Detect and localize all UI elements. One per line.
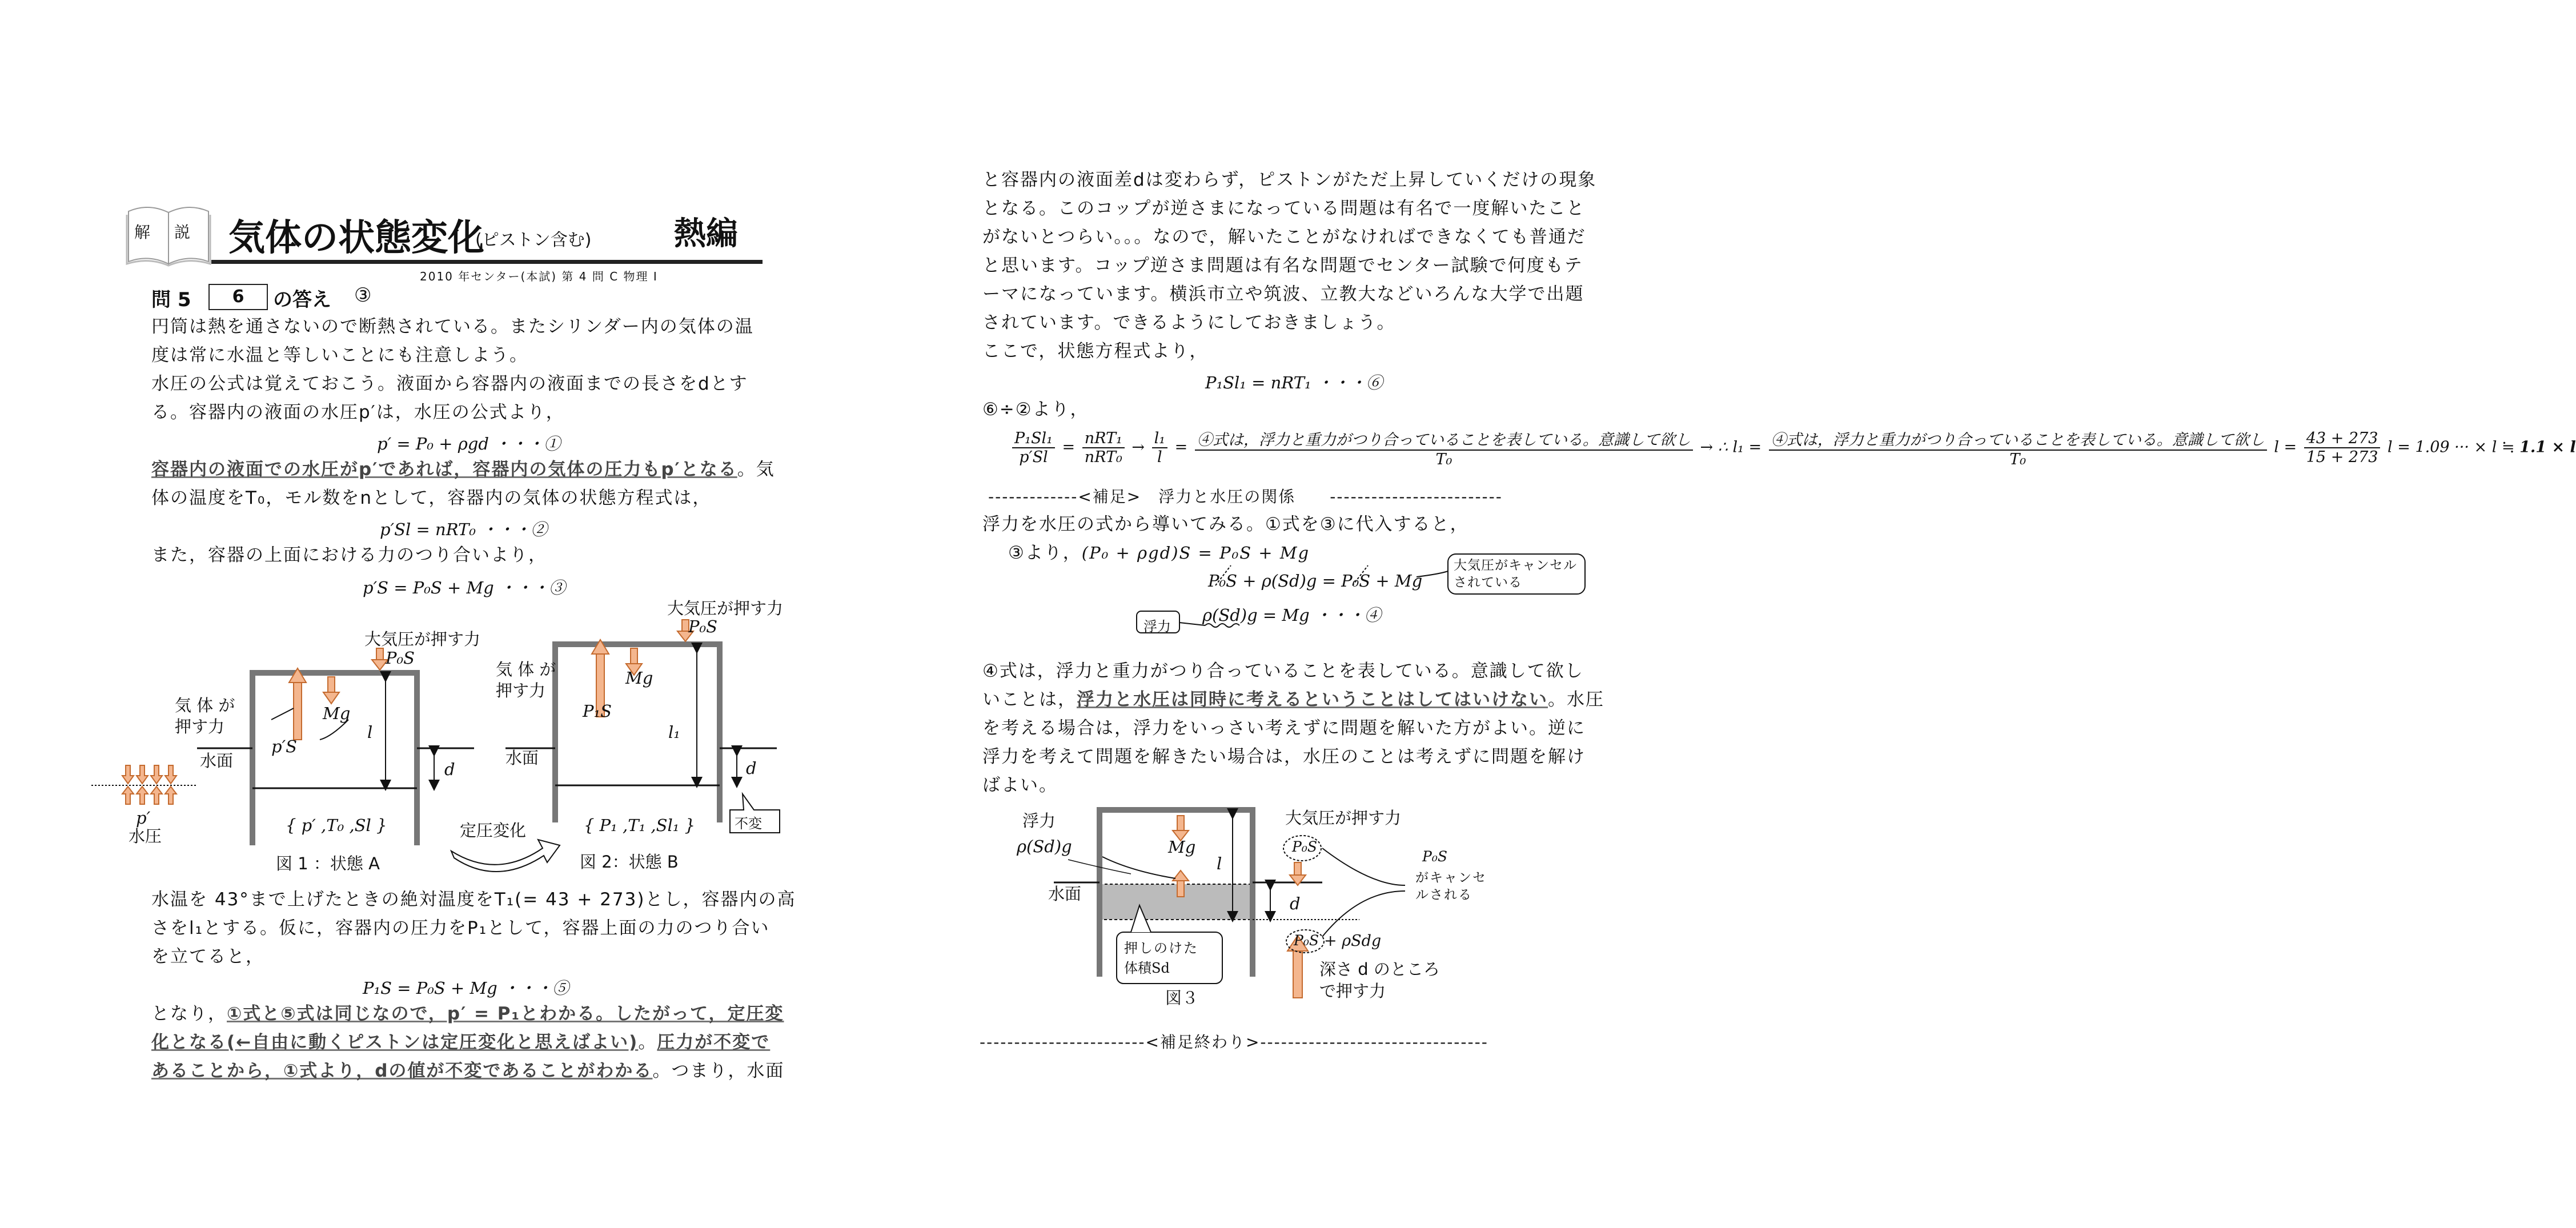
text-t2: いことは，浮力と水圧は同時に考えるということはしてはいけない。水圧 [982, 689, 1604, 710]
fig1-ps: p′S [271, 737, 298, 756]
fig3-depth-1: 深さ d のところ [1319, 960, 1440, 979]
question-label: 問 5 [151, 288, 191, 311]
fig3-atm-label: 大気圧が押す力 [1285, 808, 1402, 828]
fig1-d: d [444, 760, 455, 779]
fig3-caption: 図３ [1165, 988, 1199, 1008]
fig3-cancel-2: ルされる [1415, 888, 1472, 902]
fig3-cancel-p0s: P₀S [1422, 848, 1447, 865]
supplement-header: -------------<補足> 浮力と水圧の関係 ------------------------- [988, 487, 1503, 506]
right-line3: がないとつらい。。。なので，解いたことがなければできなくても普通だ [982, 227, 1586, 247]
left-p5-line1: 水温を 43°まで上げたときの絶対温度をT₁(= 43 + 273)とし，容器内の高 [151, 889, 796, 910]
ratio-equation: $\frac{\text{P₁Sl₁}}{p'Sl}$ = $\frac{\text{nRT₁}}{\text{nRT₀}}$ → $\frac{\text{l₁}}{l}$ = $\frac{\text{④式は，浮力と重力がつり合っていることを表している。意識して欲し}}{\text{T₀}}$ → ∴ l₁ = $\frac{\text{④式は，浮力と重力がつり合っていることを表している。意識して欲し}}{\text{T₀}}$ l = $\frac{43 + 273}{15 + 273}$ l = 1.09 ··· × l ≒ 1.1 × l [1010, 427, 2576, 468]
page-title: 気体の状態変化 [228, 217, 484, 259]
supplement-line1: 浮力を水圧の式から導いてみる。①式を③に代入すると， [982, 514, 1469, 535]
fig2-unchanged: 不変 [735, 816, 762, 832]
equation-3: p′S = P₀S + Mg ・・・③ [363, 578, 565, 597]
buoyancy-tag: 浮力 [1143, 619, 1171, 635]
right-line7: ここで，状態方程式より， [982, 341, 1209, 362]
left-p6-line3: あることから，①式より，dの値が不変であることがわかる。つまり，水面 [151, 1061, 785, 1081]
fig1-caption: 図 1 ：状態 A [276, 854, 380, 873]
answer-value: ③ [354, 284, 372, 307]
fig2-atm-label: 大気圧が押す力 [667, 599, 784, 618]
fig3-l: l [1217, 854, 1222, 873]
equation-5: P₁S = P₀S + Mg ・・・⑤ [363, 978, 569, 998]
fig3-depth-2: で押す力 [1319, 981, 1386, 1001]
left-p2-line1: 水圧の公式は覚えておこう。液面から容器内の液面までの長さをdとす [151, 374, 748, 394]
fig1-gas-label-2: 押す力 [175, 717, 225, 736]
text-t4: 浮力を考えて問題を解きたい場合は，水圧のことは考えずに問題を解け [982, 747, 1586, 767]
fig3-pushed-2: 体積Sd [1124, 960, 1170, 976]
equation-6: P₁Sl₁ = nRT₁ ・・・⑥ [1205, 373, 1383, 392]
fig3-plus-rho: + ρSdg [1324, 932, 1382, 950]
header [126, 200, 765, 268]
answer-label: の答え [273, 288, 331, 311]
fig1-l: l [367, 723, 373, 742]
left-p3-line2: 体の温度をT₀，モル数をnとして，容器内の気体の状態方程式は， [151, 488, 712, 508]
question-number-box: 6 [208, 284, 268, 310]
supplement-eq4: ρ(Sd)g = Mg ・・・④ [1202, 605, 1381, 625]
gas-force-arrow [289, 668, 306, 740]
equation-2: p′Sl = nRT₀ ・・・② [380, 520, 548, 539]
right-line5: ーマになっています。横浜市立や筑波、立教大などいろんな大学で出題 [982, 284, 1584, 304]
fig3-mg: Mg [1168, 837, 1196, 857]
right-line1: と容器内の液面差dは変わらず，ピストンがただ上昇していくだけの現象 [982, 170, 1597, 190]
fig3-rho-sdg: ρ(Sd)g [1017, 837, 1072, 856]
fig3-p0s-bottom: P₀S [1294, 932, 1319, 949]
left-p2-line2: る。容器内の液面の水圧p′は，水圧の公式より， [151, 402, 565, 423]
fig2-p1s: P₁S [583, 701, 612, 721]
fig1-water-p: p′ [136, 808, 151, 828]
fig3-cancel-1: がキャンセ [1415, 870, 1487, 885]
fig3-buoyancy: 浮力 [1022, 811, 1056, 830]
left-p5-line2: さをl₁とする。仮に，容器内の圧力をP₁として，容器上面の力のつり合い [151, 918, 770, 938]
left-p6-line2: 化となる(←自由に動くピストンは定圧変化と思えばよい)。圧力が不変で [151, 1032, 771, 1053]
callout-cancel: 大気圧がキャンセルされている [1454, 558, 1577, 590]
key-point-underline: 容器内の液面での水圧がp′であれば，容器内の気体の圧力もp′となる [151, 459, 737, 480]
left-p6-line1: となり，①式と⑤式は同じなので，p′ = P₁とわかる。したがって，定圧変 [151, 1004, 784, 1024]
fig2-l1: l₁ [668, 723, 680, 742]
fig1-state: { p′ ,T₀ ,Sl } [286, 816, 387, 835]
fig1-atm-label: 大気圧が押す力 [364, 629, 481, 649]
fig1-mg: Mg [323, 704, 351, 723]
fig2-transition: 定圧変化 [460, 821, 527, 840]
text-t3: を考える場合は，浮力をいっさい考えずに問題を解いた方がよい。逆に [982, 718, 1586, 739]
equation-1: p′ = P₀ + ρgd ・・・① [377, 434, 561, 454]
figure3 [1017, 800, 1588, 1005]
left-p1-line1: 円筒は熱を通さないので断熱されている。またシリンダー内の気体の温 [151, 316, 754, 337]
right-line4: と思います。コップ逆さま問題は有名な問題でセンター試験で何度もテ [982, 255, 1583, 276]
fig1-surface: 水面 [200, 751, 234, 770]
supplement-end: ------------------------<補足終わり>--------------------------------- [980, 1033, 1488, 1052]
left-p4: また，容器の上面における力のつり合いより， [151, 545, 547, 565]
left-p1-line2: 度は常に水温と等しいことにも注意しよう。 [151, 345, 528, 366]
right-line8: ⑥÷②より， [982, 399, 1089, 420]
fig2-gas-label-1: 気 体 が [496, 660, 556, 679]
left-p5-line3: を立てると， [151, 946, 264, 967]
fig1-water-label: 水圧 [129, 826, 162, 846]
right-line2: となる。このコップが逆さまになっている問題は有名で一度解いたこと [982, 198, 1586, 219]
fig2-surface: 水面 [505, 748, 539, 768]
fig1-gas-label-1: 気 体 が [175, 696, 235, 715]
supplement-line2: ③より，(P₀ + ρgd)S = P₀S + Mg [1008, 543, 1310, 563]
badge-char-2: 説 [174, 223, 191, 242]
right-line6: されています。できるようにしておきましょう。 [982, 312, 1396, 333]
fig2-state: { P₁ ,T₁ ,Sl₁ } [584, 816, 696, 835]
left-p3-line1: 容器内の液面での水圧がp′であれば，容器内の気体の圧力もp′となる。気 [151, 459, 775, 480]
text-t5: ばよい。 [982, 775, 1058, 796]
fig3-surface: 水面 [1048, 884, 1082, 904]
supplement-eq3: P₀S + ρ(Sd)g = P₀S + Mg [1208, 571, 1423, 591]
fig2-d: d [746, 759, 757, 778]
fig2-gas-label-2: 押す力 [496, 681, 546, 700]
fig3-d: d [1290, 894, 1301, 913]
page-title-paren: (ピストン含む) [475, 230, 592, 250]
source-line: 2010 年センター(本試) 第 4 問 C 物理 I [420, 270, 658, 283]
fig2-caption: 図 2：状態 B [580, 852, 679, 872]
text-t1: ④式は，浮力と重力がつり合っていることを表している。意識して欲し [982, 661, 1584, 681]
fig2-mg: Mg [625, 668, 653, 688]
fig1-p0s: P₀S [386, 648, 415, 668]
fig3-p0s: P₀S [1292, 838, 1317, 855]
title-underline [211, 260, 763, 264]
badge-char-1: 解 [134, 223, 151, 242]
fig3-pushed-1: 押しのけた [1124, 940, 1198, 956]
fig2-p0s: P₀S [688, 617, 718, 636]
category-label: 熱編 [674, 215, 738, 252]
weight-arrow [323, 677, 339, 704]
